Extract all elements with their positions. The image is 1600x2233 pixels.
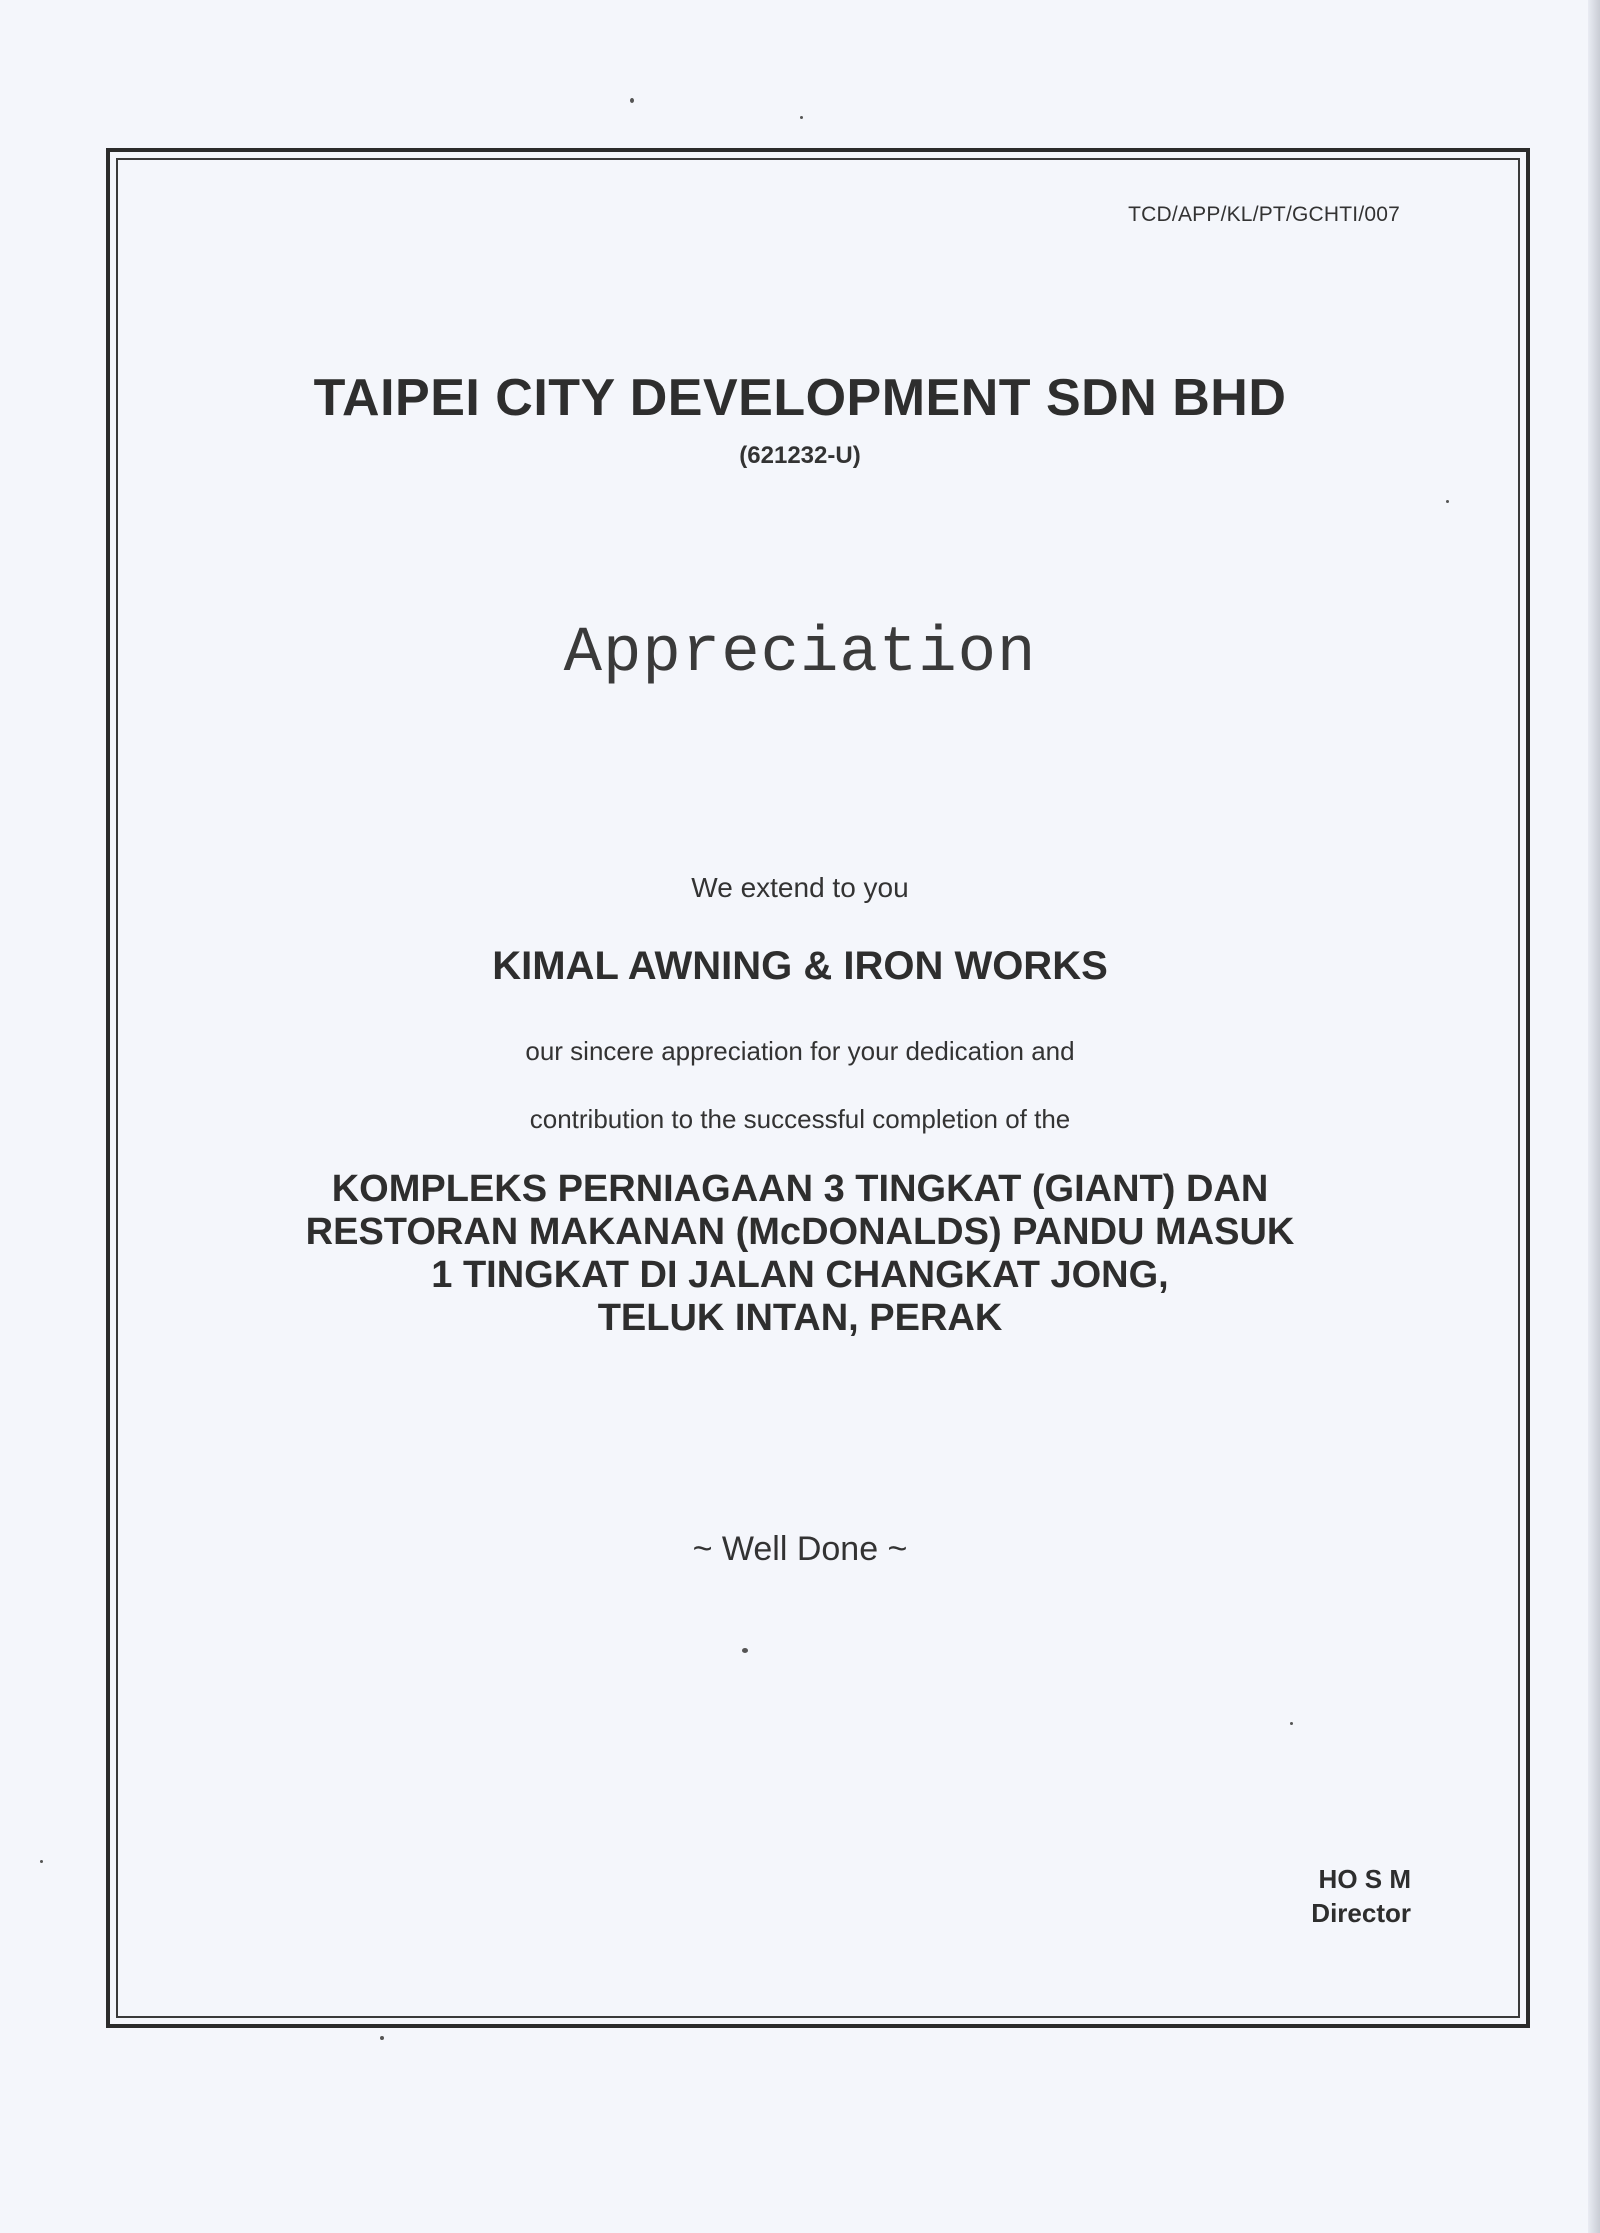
reference-code: TCD/APP/KL/PT/GCHTI/007 bbox=[1128, 203, 1400, 226]
document-title: Appreciation bbox=[563, 618, 1037, 690]
certificate-border-inner bbox=[116, 158, 1520, 2018]
company-registration-number: (621232-U) bbox=[739, 442, 861, 469]
project-line-1: KOMPLEKS PERNIAGAAN 3 TINGKAT (GIANT) DAN bbox=[331, 1168, 1269, 1210]
project-line-3: 1 TINGKAT DI JALAN CHANGKAT JONG, bbox=[431, 1254, 1169, 1296]
scan-speck bbox=[40, 1860, 43, 1863]
scan-speck bbox=[800, 116, 803, 119]
signatory-title: Director bbox=[1311, 1898, 1411, 1928]
closing-remark: ~ Well Done ~ bbox=[692, 1530, 908, 1568]
body-line-1: our sincere appreciation for your dedication and bbox=[525, 1036, 1075, 1066]
project-line-2: RESTORAN MAKANAN (McDONALDS) PANDU MASUK bbox=[305, 1211, 1295, 1253]
signatory-name: HO S M bbox=[1318, 1864, 1411, 1894]
project-description bbox=[0, 1168, 1600, 1340]
project-line-4: TELUK INTAN, PERAK bbox=[597, 1297, 1003, 1339]
scan-speck bbox=[742, 1648, 748, 1653]
signatory-block bbox=[1311, 1862, 1411, 1930]
scan-speck bbox=[630, 98, 634, 103]
intro-text: We extend to you bbox=[691, 872, 909, 903]
scan-speck bbox=[380, 2036, 384, 2040]
scan-speck bbox=[1446, 500, 1449, 503]
recipient-name: KIMAL AWNING & IRON WORKS bbox=[492, 944, 1108, 988]
body-line-2: contribution to the successful completion of the bbox=[529, 1104, 1071, 1134]
scan-speck bbox=[1290, 1722, 1293, 1725]
company-name: TAIPEI CITY DEVELOPMENT SDN BHD bbox=[313, 369, 1287, 427]
